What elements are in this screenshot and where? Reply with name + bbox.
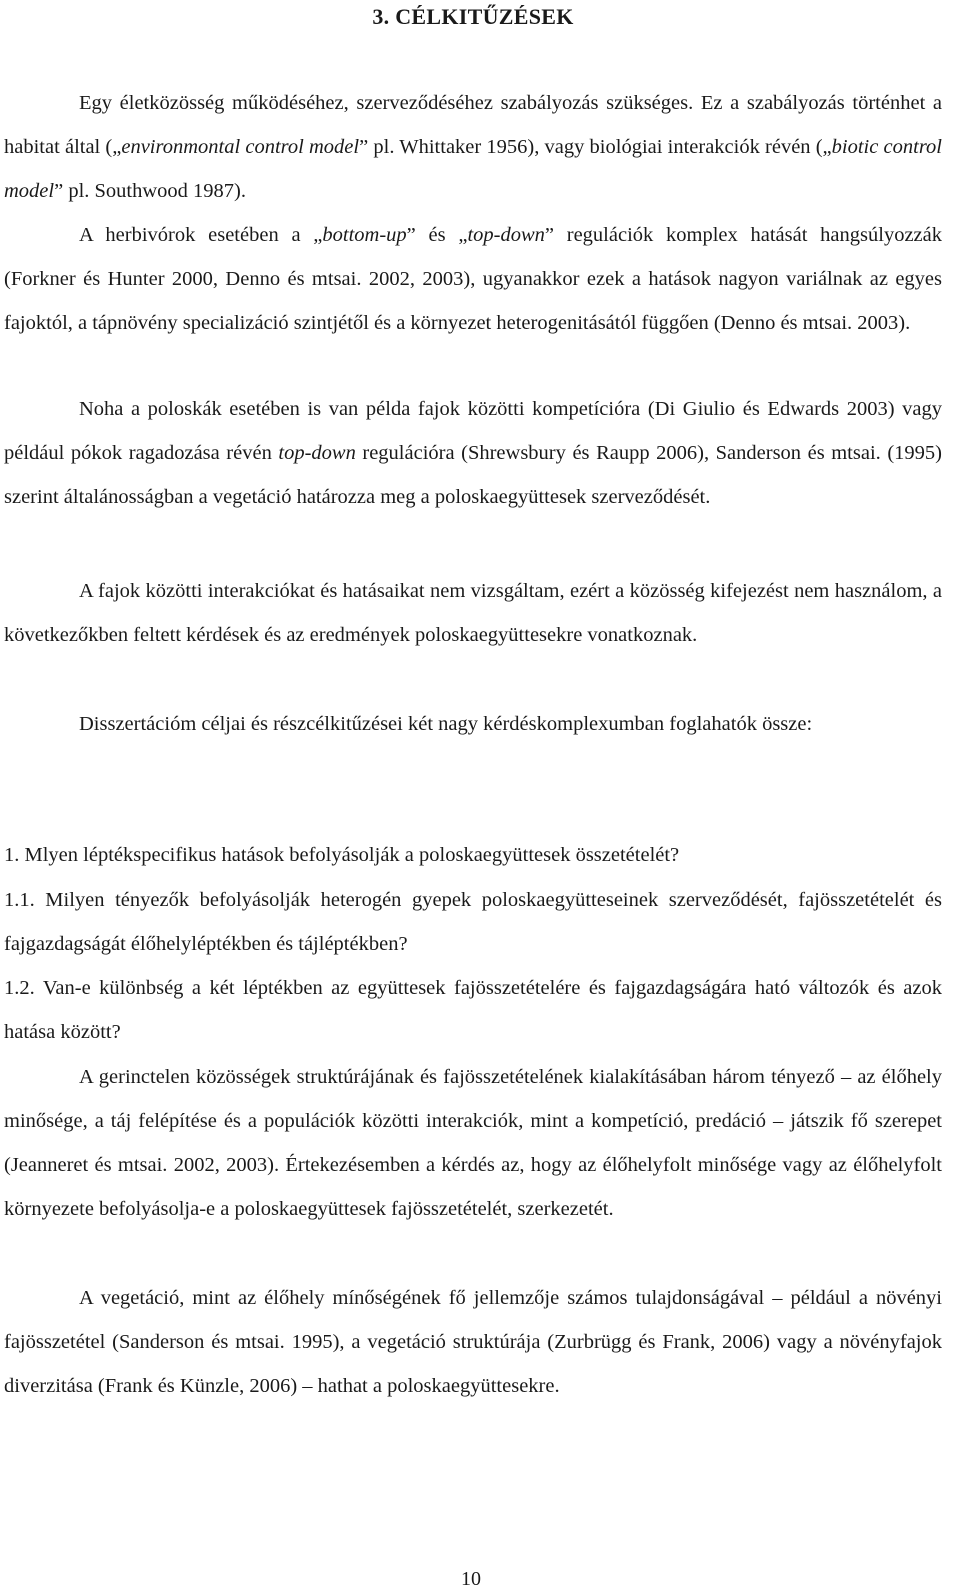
italic-term: bottom-up — [322, 224, 407, 246]
document-page — [4, 0, 942, 1397]
paragraph-7: A vegetáció, mint az élőhely mínőségének fő jellemzője számos tulajdonságával – például a növényi fajösszetétel (Sanderson és mtsai. 1995), a vegetáció struktúrája (Zurbrügg és Frank, 2006) vagy a növényfajok diverzitása (Frank és Künzle, 2006) – hathat a poloskaegyüttesekre. — [4, 1287, 942, 1397]
text-run: A herbivórok esetében a „ — [79, 224, 323, 246]
paragraph-2 — [4, 213, 942, 345]
text-run: Egy életközösség működéséhez, szerveződéséhez szabályozás szükséges. Ez a szabályozás történhet a habitat által („ — [4, 92, 942, 158]
page-number: 10 — [461, 1568, 481, 1590]
text-run: Disszertációm céljai és részcélkitűzései két nagy kérdéskomplexumban foglahatók össze: — [79, 713, 813, 735]
paragraph-1 — [4, 81, 942, 213]
text-run: ” és „ — [406, 224, 468, 246]
paragraph-5 — [4, 702, 942, 746]
italic-term: top-down — [467, 224, 545, 246]
paragraph-6: A gerinctelen közösségek struktúrájának és fajösszetételének kialakításában három tényező – az élőhely minősége, a táj felépítése és a populációk közötti interakciók, mint a kompetíció, predáció – játszik fő szerepet (Jeanneret és mtsai. 2002, 2003). Értekezésemben a kérdés az, hogy az élőhelyfolt minősége vagy az élőhelyfolt környezete befolyásolja-e a poloskaegyüttesek fajösszetételét, szerkezetét. — [4, 1066, 942, 1220]
italic-term: top-down — [278, 442, 356, 464]
text-run: ” pl. Whittaker 1956), vagy biológiai interakciók révén („ — [359, 136, 832, 158]
text-run: ” pl. Southwood 1987). — [54, 180, 247, 202]
text-run: regulációra (Shrewsbury és Raupp 2006), Sanderson és mtsai. (1995) szerint általánosságban a vegetáció határozza meg a poloskaegyüttesek szerveződését. — [4, 442, 942, 508]
question-1-2: 1.2. Van-e különbség a két léptékben az együttesek fajösszetételére és fajgazdagságára ható változók és azok hatása között? — [4, 977, 942, 1043]
question-1-1: 1.1. Milyen tényezők befolyásolják heterogén gyepek poloskaegyütteseinek szerveződését, fajösszetételét és fajgazdagságát élőhelyléptékben és tájléptékben? — [4, 889, 942, 955]
italic-term: environmontal control model — [121, 136, 360, 158]
text-run: ” regulációk komplex hatását hangsúlyozzák (Forkner és Hunter 2000, Denno és mtsai. 2002, 2003), ugyanakkor ezek a hatások nagyon variálnak az egyes fajoktól, a tápnövény specializáció szintjétől és a környezet heterogenitásától függően (Denno és mtsai. 2003). — [4, 224, 942, 334]
text-run: Noha a poloskák esetében is van példa fajok közötti kompetícióra (Di Giulio és Edwards 2003) vagy például pókok ragadozása révén — [4, 398, 942, 464]
italic-term: biotic control model — [4, 136, 942, 202]
text-run: A fajok közötti interakciókat és hatásaikat nem vizsgáltam, ezért a közösség kifejezést nem használom, a következőkben feltett kérdések és az eredmények poloskaegyüttesekre vonatkoznak. — [4, 580, 942, 646]
question-1: 1. Mlyen léptékspecifikus hatások befolyásolják a poloskaegyüttesek összetételét? — [4, 844, 680, 866]
paragraph-3 — [4, 387, 942, 519]
paragraph-4 — [4, 569, 942, 657]
section-heading: 3. CÉLKITŰZÉSEK — [372, 4, 574, 29]
